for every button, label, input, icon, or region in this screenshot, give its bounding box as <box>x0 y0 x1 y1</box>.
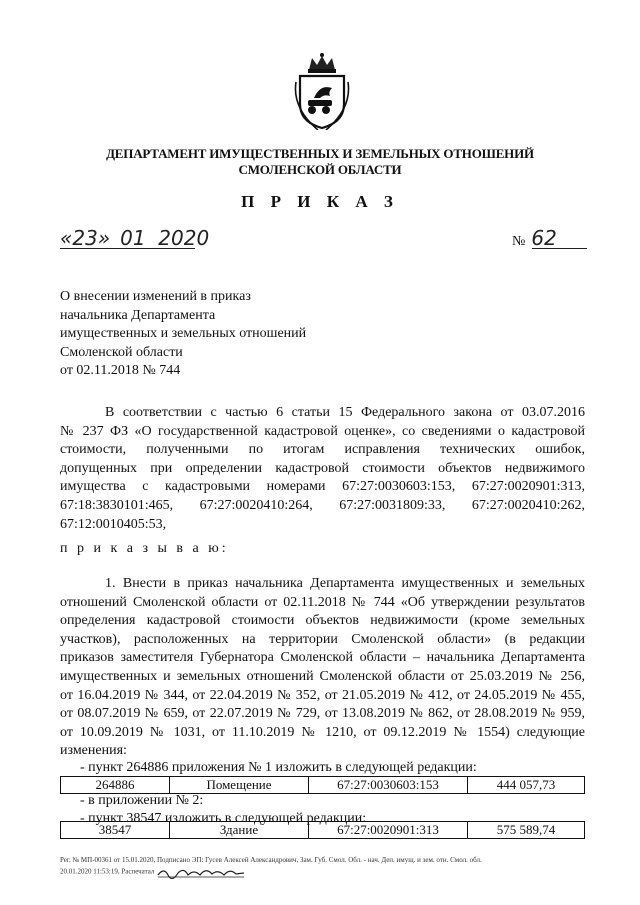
change1-instruction: - пункт 264886 приложения № 1 изложить в следующей редакции: <box>80 760 477 775</box>
table-row <box>61 777 585 794</box>
item1-paragraph <box>60 575 585 761</box>
handwritten-signature <box>156 865 246 879</box>
table-cell: 444 057,73 <box>468 777 585 794</box>
table-cell: Помещение <box>170 777 309 794</box>
item1-line: определения кадастровой стоимости объектов недвижимости (кроме земельных <box>60 613 585 629</box>
table-cell: 575 589,74 <box>468 822 585 839</box>
preamble-line: стоимости, полученными по итогам исправления технических ошибок, <box>60 442 585 458</box>
table-row <box>61 822 585 839</box>
date-underline <box>60 248 195 249</box>
order-title: П Р И К А З <box>241 192 399 211</box>
order-subject <box>60 288 306 381</box>
preamble-line: допущенных при определении кадастровой стоимости объектов недвижимого <box>60 460 585 476</box>
date-open-quote: « <box>60 226 73 250</box>
item1-line: изменения: <box>60 743 127 759</box>
subject-line: от 02.11.2018 № 744 <box>60 363 181 378</box>
subject-line: О внесении изменений в приказ <box>60 289 251 304</box>
item1-line: отношений Смоленской области от 02.11.2018 № 744 «Об утверждении результатов <box>60 594 585 610</box>
department-name-line1: ДЕПАРТАМЕНТ ИМУЩЕСТВЕННЫХ И ЗЕМЕЛЬНЫХ ОТНОШЕНИЙ <box>106 146 534 161</box>
change2-table <box>60 821 585 839</box>
coat-of-arms-emblem <box>292 52 352 130</box>
footer-line: Рег. № МП-00361 от 15.01.2020, Подписано ЭП: Гусев Алексей Александрович, Зам. Губ. Смол. Обл. - нач. Деп. имущ. и зем. отн. Смол. обл. <box>60 856 482 864</box>
date-close-quote: » <box>97 226 111 250</box>
subject-line: начальника Департамента <box>60 307 216 323</box>
electronic-signature-footer <box>60 855 600 879</box>
preamble-line: 67:12:0010405:53, <box>60 516 167 532</box>
order-number <box>512 226 557 250</box>
number-underline <box>532 248 587 249</box>
table-cell: 67:27:0030603:153 <box>309 777 468 794</box>
order-date <box>60 226 209 250</box>
footer-line-2 <box>60 865 600 879</box>
table-cell: 264886 <box>61 777 170 794</box>
order-number-value: 62 <box>531 226 557 250</box>
table-cell: 38547 <box>61 822 170 839</box>
department-name-line2: СМОЛЕНСКОЙ ОБЛАСТИ <box>238 162 402 177</box>
item1-line: приказов заместителя Губернатора Смоленской области – начальника Департамента <box>60 650 585 666</box>
footer-printed-by: 20.01.2020 11:53:19, Распечатал <box>60 867 155 876</box>
preamble-line: В соответствии с частью 6 статьи 15 Федерального закона от 03.07.2016 <box>105 405 585 420</box>
subject-line: Смоленской области <box>60 344 183 360</box>
number-sign: № <box>512 234 526 249</box>
preamble-line: имущества с кадастровыми номерами 67:27:0030603:153, 67:27:0020901:313, <box>60 479 585 495</box>
date-month-year: 01 2020 <box>120 226 210 250</box>
preamble-paragraph <box>60 404 585 534</box>
item1-line: участков), расположенных на территории Смоленской области» (в редакции <box>60 631 585 647</box>
table-cell: Здание <box>170 822 309 839</box>
orders-word: п р и к а з ы в а ю: <box>60 541 229 556</box>
item1-line: имущественных и земельных отношений Смоленской области от 25.03.2019 № 256, <box>60 668 585 684</box>
item1-line: 1. Внести в приказ начальника Департамента имущественных и земельных <box>105 576 585 591</box>
table-cell: 67:27:0020901:313 <box>309 822 468 839</box>
subject-line: имущественных и земельных отношений <box>60 326 307 341</box>
preamble-line: 67:18:3830101:465, 67:27:0020410:264, 67:27:0031809:33, 67:27:0020410:262, <box>60 497 585 513</box>
item1-line: от 10.09.2019 № 1031, от 11.10.2019 № 1210, от 09.12.2019 № 1554) следующие <box>60 724 585 740</box>
item1-line: от 08.07.2019 № 659, от 22.07.2019 № 729, от 13.08.2019 № 862, от 28.08.2019 № 959, <box>60 706 585 722</box>
appendix2-label: - в приложении № 2: <box>80 793 204 808</box>
date-day: 23 <box>72 226 98 250</box>
change1-table <box>60 776 585 794</box>
change2-instruction: - пункт 38547 изложить в следующей редакции: <box>80 811 367 826</box>
preamble-line: № 237 ФЗ «О государственной кадастровой оценке», со сведениями о кадастровой <box>60 423 585 439</box>
item1-line: от 16.04.2019 № 344, от 22.04.2019 № 352, от 21.05.2019 № 412, от 24.05.2019 № 455, <box>60 687 585 703</box>
